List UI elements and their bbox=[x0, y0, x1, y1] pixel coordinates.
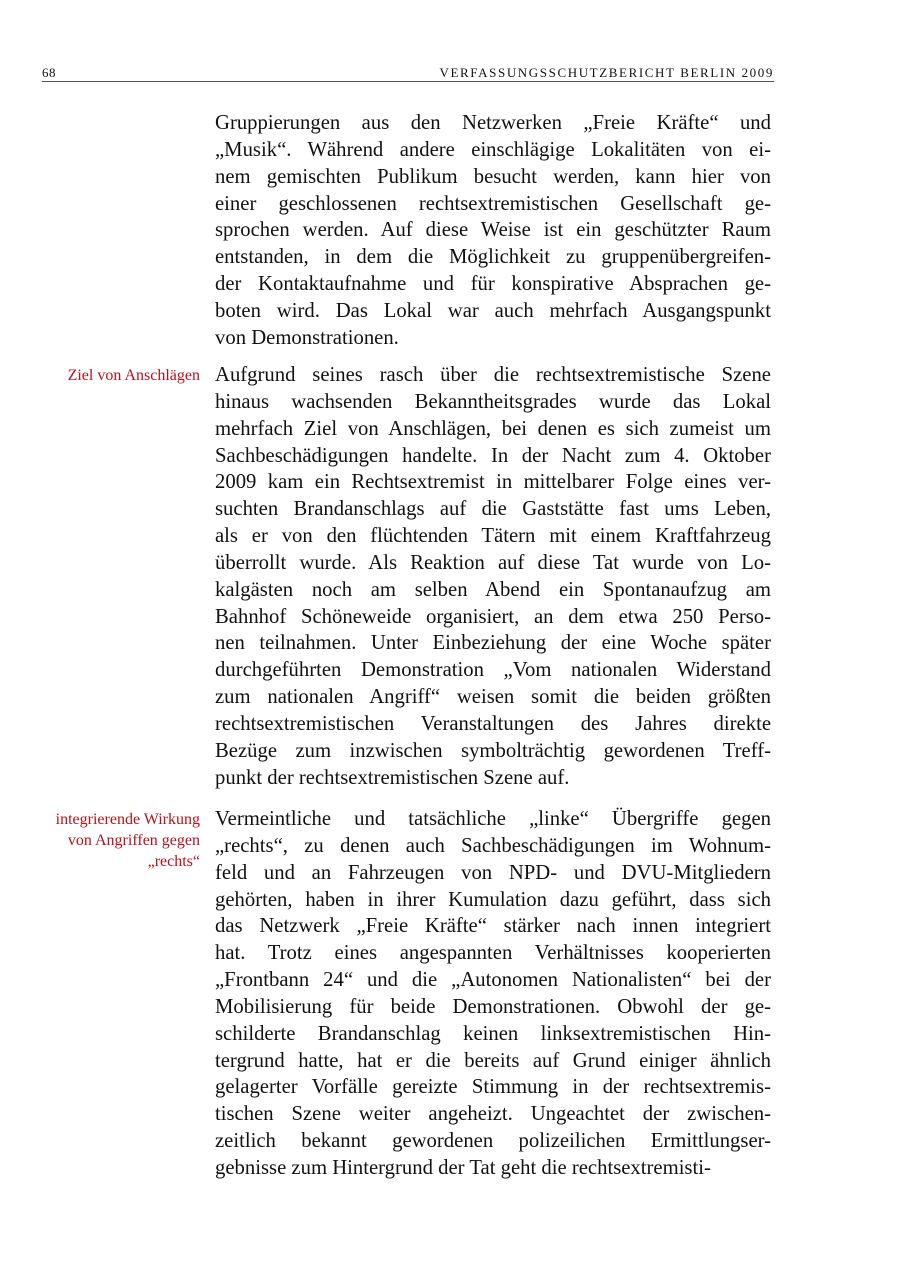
text-line: sprochen werden. Auf diese Weise ist ein geschützter Raum bbox=[215, 219, 771, 242]
margin-note-line: „rechts“ bbox=[147, 853, 200, 870]
text-line: Gruppierungen aus den Netzwerken „Freie Kräfte“ und bbox=[215, 112, 771, 134]
text-line: durchgeführten Demonstration „Vom nationalen Widerstand bbox=[215, 659, 771, 682]
text-line: gelagerter Vorfälle gereizte Stimmung in der rechtsextremis- bbox=[215, 1076, 771, 1099]
text-line: Mobilisierung für beide Demonstrationen. Obwohl der ge- bbox=[215, 995, 771, 1018]
text-line: Aufgrund seines rasch über die rechtsextremistische Szene bbox=[215, 364, 771, 386]
text-line: als er von den flüchtenden Tätern mit einem Kraftfahrzeug bbox=[215, 525, 771, 548]
text-line: boten wird. Das Lokal war auch mehrfach Ausgangspunkt bbox=[215, 299, 771, 322]
text-line: Sachbeschädigungen handelte. In der Nacht zum 4. Oktober bbox=[215, 444, 771, 467]
paragraph-text bbox=[215, 806, 771, 1182]
text-line: Bahnhof Schöneweide organisiert, an dem etwa 250 Perso- bbox=[215, 605, 771, 628]
text-line: gebnisse zum Hintergrund der Tat geht die rechtsextremisti- bbox=[215, 1156, 711, 1179]
text-line: schilderte Brandanschlag keinen linksextremistischen Hin- bbox=[215, 1022, 771, 1045]
text-line: feld und an Fahrzeugen von NPD- und DVU-Mitgliedern bbox=[215, 861, 771, 884]
text-line: tergrund hatte, hat er die bereits auf Grund einiger ähnlich bbox=[215, 1049, 771, 1072]
text-line: überrollt wurde. Als Reaktion auf diese Tat wurde von Lo- bbox=[215, 551, 771, 574]
text-line: Bezüge zum inzwischen symbolträchtig gewordenen Treff- bbox=[215, 739, 771, 762]
text-line: von Demonstrationen. bbox=[215, 326, 399, 349]
running-title: VERFASSUNGSSCHUTZBERICHT BERLIN 2009 bbox=[439, 65, 774, 80]
text-line: „rechts“, zu denen auch Sachbeschädigungen im Wohnum- bbox=[215, 834, 771, 857]
text-line: einer geschlossenen rechtsextremistischen Gesellschaft ge- bbox=[215, 192, 771, 215]
text-line: nem gemischten Publikum besucht werden, kann hier von bbox=[215, 165, 771, 188]
text-line: Vermeintliche und tatsächliche „linke“ Übergriffe gegen bbox=[215, 808, 771, 830]
text-line: nen teilnahmen. Unter Einbeziehung der eine Woche später bbox=[215, 632, 771, 655]
margin-note-line: Ziel von Anschlägen bbox=[67, 367, 200, 384]
text-line: suchten Brandanschlags auf die Gaststätte fast ums Leben, bbox=[215, 498, 771, 521]
text-line: zeitlich bekannt gewordenen polizeilichen Ermittlungser- bbox=[215, 1130, 771, 1153]
text-line: entstanden, in dem die Möglichkeit zu gruppenübergreifen- bbox=[215, 246, 771, 269]
text-line: hat. Trotz eines angespannten Verhältnisses kooperierten bbox=[215, 942, 771, 965]
text-line: mehrfach Ziel von Anschlägen, bei denen es sich zumeist um bbox=[215, 417, 771, 440]
text-line: punkt der rechtsextremistischen Szene auf. bbox=[215, 766, 570, 789]
paragraph-text bbox=[215, 362, 771, 792]
paragraph-text bbox=[215, 110, 771, 352]
text-line: „Musik“. Während andere einschlägige Lokalitäten von ei- bbox=[215, 138, 771, 161]
margin-note-integrierende-wirkung bbox=[10, 809, 200, 872]
margin-note-line: integrierende Wirkung bbox=[55, 811, 200, 828]
text-line: zum nationalen Angriff“ weisen somit die beiden größten bbox=[215, 686, 771, 709]
text-line: gehörten, haben in ihrer Kumulation dazu geführt, dass sich bbox=[215, 888, 771, 911]
margin-note-line: von Angriffen gegen bbox=[67, 832, 200, 849]
text-line: tischen Szene weiter angeheizt. Ungeachtet der zwischen- bbox=[215, 1103, 771, 1126]
text-line: der Kontaktaufnahme und für konspirative Absprachen ge- bbox=[215, 273, 771, 296]
page-header bbox=[42, 63, 774, 82]
text-line: das Netzwerk „Freie Kräfte“ stärker nach innen integriert bbox=[215, 915, 771, 938]
text-line: hinaus wachsenden Bekanntheitsgrades wurde das Lokal bbox=[215, 390, 771, 413]
text-line: rechtsextremistischen Veranstaltungen des Jahres direkte bbox=[215, 712, 771, 735]
page-number: 68 bbox=[42, 65, 56, 80]
text-line: kalgästen noch am selben Abend ein Spontanaufzug am bbox=[215, 578, 771, 601]
margin-note-ziel-von-anschlaegen bbox=[10, 365, 200, 386]
text-line: 2009 kam ein Rechtsextremist in mittelbarer Folge eines ver- bbox=[215, 471, 771, 494]
text-line: „Frontbann 24“ und die „Autonomen Nationalisten“ bei der bbox=[215, 969, 771, 992]
